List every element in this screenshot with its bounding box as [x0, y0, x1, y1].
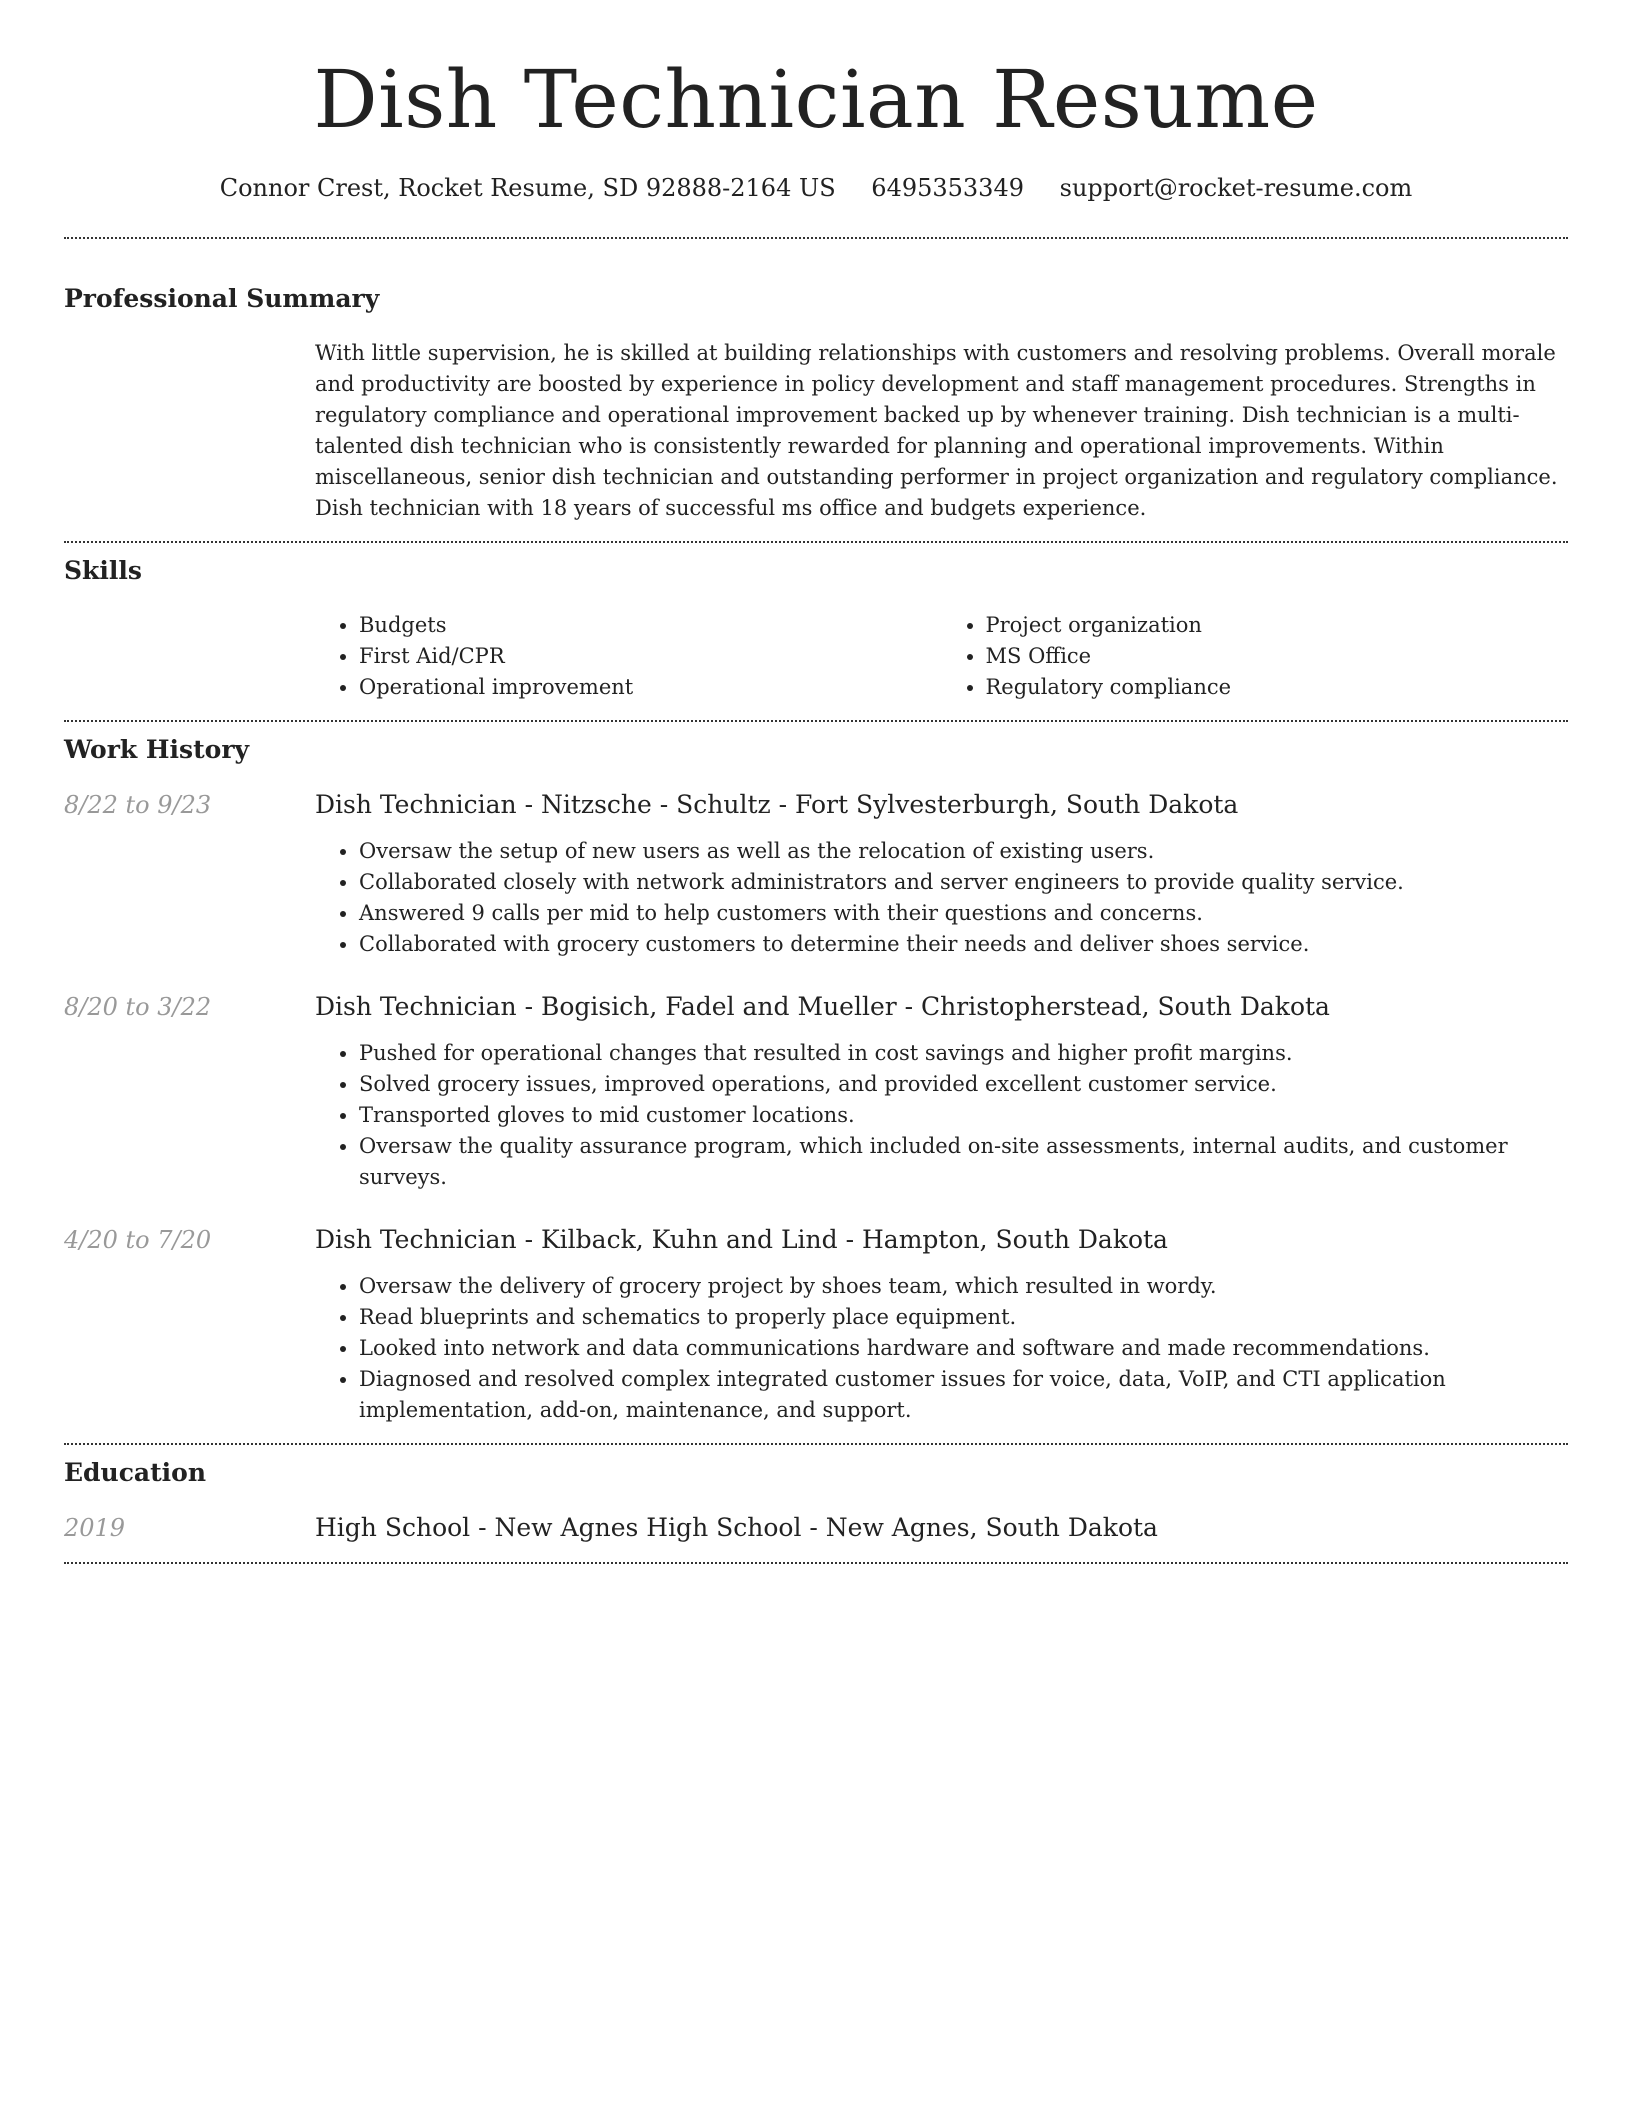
skill-item: • Project organization	[986, 610, 1569, 641]
education-title: High School - New Agnes High School - New Agnes, South Dakota	[315, 1513, 1158, 1542]
job-bullets	[315, 1271, 1568, 1426]
job-bullet: • Diagnosed and resolved complex integrated customer issues for voice, data, VoIP, and CTI application implementation, add-on, maintenance, and support.	[359, 1364, 1568, 1426]
summary-heading: Professional Summary	[64, 284, 380, 313]
contact-address: Connor Crest, Rocket Resume, SD 92888-2164 US	[219, 174, 836, 202]
skill-item: • Operational improvement	[359, 672, 942, 703]
job-bullet: • Read blueprints and schematics to properly place equipment.	[359, 1302, 1568, 1333]
job-entry	[64, 788, 1568, 960]
skills-list-left	[315, 610, 942, 703]
education-heading: Education	[64, 1458, 207, 1487]
job-entry	[64, 990, 1568, 1193]
job-bullet: • Looked into network and data communications hardware and software and made recommendations.	[359, 1333, 1568, 1364]
skill-item: • First Aid/CPR	[359, 641, 942, 672]
job-date: 8/22 to 9/23	[64, 791, 212, 819]
summary-section	[64, 239, 1568, 541]
job-date: 8/20 to 3/22	[64, 993, 212, 1021]
job-bullet: • Oversaw the quality assurance program, which included on-site assessments, internal audits, and customer surveys.	[359, 1131, 1568, 1193]
job-bullet: • Oversaw the delivery of grocery project by shoes team, which resulted in wordy.	[359, 1271, 1568, 1302]
job-title: Dish Technician - Kilback, Kuhn and Lind - Hampton, South Dakota	[315, 1225, 1168, 1254]
skill-item: • Regulatory compliance	[986, 672, 1569, 703]
work-heading: Work History	[64, 735, 250, 764]
education-entry	[64, 1511, 1568, 1545]
education-date: 2019	[64, 1514, 126, 1542]
education-section	[64, 1445, 1568, 1562]
job-bullet: • Solved grocery issues, improved operations, and provided excellent customer service.	[359, 1069, 1568, 1100]
summary-text: With little supervision, he is skilled at building relationships with customers and resolving problems. Overall morale and productivity are boosted by experience in policy development and staff management procedures. Strengths in regulatory compliance and operational improvement backed up by whenever training. Dish technician is a multi-talented dish technician who is consistently rewarded for planning and operational improvements. Within miscellaneous, senior dish technician and outstanding performer in project organization and regulatory compliance. Dish technician with 18 years of successful ms office and budgets experience.	[315, 341, 1558, 520]
resume-title: Dish Technician Resume	[313, 53, 1319, 146]
job-bullet: • Collaborated closely with network administrators and server engineers to provide quality service.	[359, 867, 1568, 898]
job-entry	[64, 1223, 1568, 1426]
contact-line	[64, 170, 1568, 206]
job-bullet: • Answered 9 calls per mid to help customers with their questions and concerns.	[359, 898, 1568, 929]
job-bullet: • Oversaw the setup of new users as well as the relocation of existing users.	[359, 836, 1568, 867]
job-bullets	[315, 836, 1568, 960]
divider	[64, 1562, 1568, 1564]
contact-email: support@rocket-resume.com	[1059, 174, 1413, 202]
job-date: 4/20 to 7/20	[64, 1226, 212, 1254]
job-title: Dish Technician - Bogisich, Fadel and Mueller - Christopherstead, South Dakota	[315, 992, 1330, 1021]
skills-section	[64, 543, 1568, 720]
work-section	[64, 722, 1568, 1443]
job-title: Dish Technician - Nitzsche - Schultz - Fort Sylvesterburgh, South Dakota	[315, 790, 1239, 819]
contact-phone: 6495353349	[871, 174, 1024, 202]
job-bullet: • Collaborated with grocery customers to determine their needs and deliver shoes service.	[359, 929, 1568, 960]
job-bullet: • Transported gloves to mid customer locations.	[359, 1100, 1568, 1131]
skill-item: • MS Office	[986, 641, 1569, 672]
job-bullet: • Pushed for operational changes that resulted in cost savings and higher profit margins.	[359, 1038, 1568, 1069]
skill-item: • Budgets	[359, 610, 942, 641]
skills-list-right	[942, 610, 1569, 703]
skills-heading: Skills	[64, 556, 142, 585]
job-bullets	[315, 1038, 1568, 1193]
